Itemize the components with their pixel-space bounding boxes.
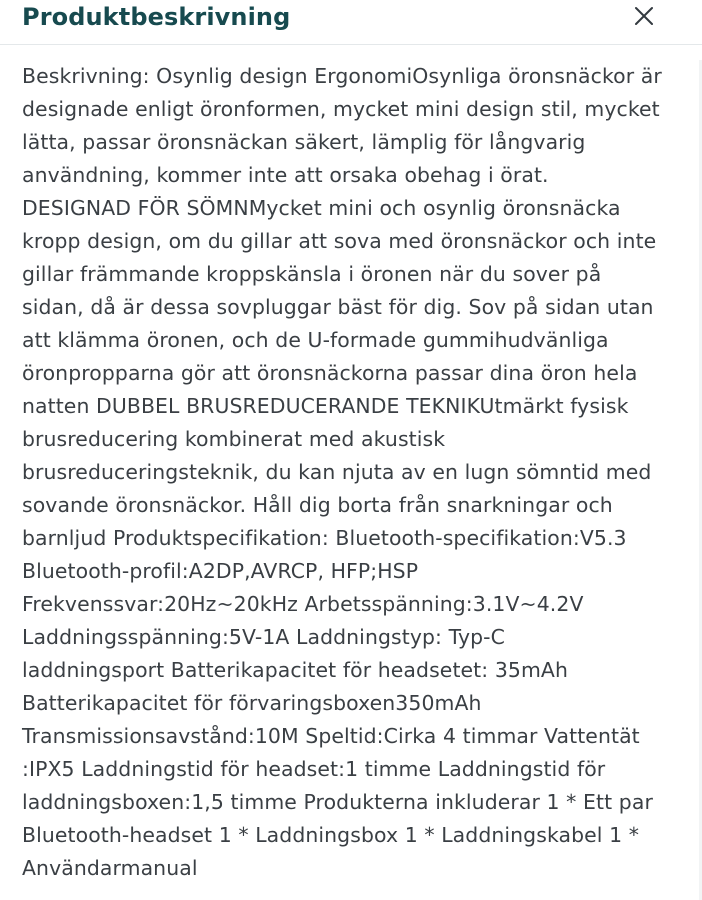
description-line: Transmissionsavstånd:10M Speltid:Cirka 4 timmar Vattentät xyxy=(22,724,640,748)
description-line: Bluetooth-profil:A2DP,AVRCP, HFP;HSP xyxy=(22,559,419,583)
description-line: att klämma öronen, och de U-formade gummihudvänliga xyxy=(22,328,609,352)
product-description-text xyxy=(22,60,682,885)
description-line: Bluetooth-headset 1 * Laddningsbox 1 * Laddningskabel 1 * xyxy=(22,823,640,847)
description-line: Beskrivning: Osynlig design ErgonomiOsynliga öronsnäckor är xyxy=(22,64,662,88)
description-line: Frekvenssvar:20Hz~20kHz Arbetsspänning:3.1V~4.2V xyxy=(22,592,584,616)
description-line: laddningsport Batterikapacitet för headsetet: 35mAh xyxy=(22,658,569,682)
description-line: designade enligt öronformen, mycket mini design stil, mycket xyxy=(22,97,660,121)
description-line: öronpropparna gör att öronsnäckorna passar dina öron hela xyxy=(22,361,638,385)
description-line: natten DUBBEL BRUSREDUCERANDE TEKNIKUtmärkt fysisk xyxy=(22,394,629,418)
description-line: DESIGNAD FÖR SÖMNMycket mini och osynlig öronsnäcka xyxy=(22,196,621,220)
description-line: Batterikapacitet för förvaringsboxen350mAh xyxy=(22,691,482,715)
description-line: brusreduceringsteknik, du kan njuta av en lugn sömntid med xyxy=(22,460,652,484)
description-line: lätta, passar öronsnäckan säkert, lämplig för långvarig xyxy=(22,130,586,154)
description-line: användning, kommer inte att orsaka obehag i örat. xyxy=(22,163,549,187)
description-line: Laddningsspänning:5V-1A Laddningstyp: Typ-C xyxy=(22,625,505,649)
description-line: :IPX5 Laddningstid för headset:1 timme Laddningstid för xyxy=(22,757,606,781)
close-button[interactable] xyxy=(630,2,658,30)
description-line: brusreducering kombinerat med akustisk xyxy=(22,427,446,451)
description-line: laddningsboxen:1,5 timme Produkterna inkluderar 1 * Ett par xyxy=(22,790,653,814)
header-divider xyxy=(0,44,702,45)
close-icon xyxy=(630,2,658,30)
dialog-title: Produktbeskrivning xyxy=(22,3,291,31)
description-line: kropp design, om du gillar att sova med öronsnäckor och inte xyxy=(22,229,657,253)
description-line: gillar främmande kroppskänsla i öronen när du sover på xyxy=(22,262,602,286)
description-line: barnljud Produktspecifikation: Bluetooth-specifikation:V5.3 xyxy=(22,526,627,550)
description-line: sovande öronsnäckor. Håll dig borta från snarkningar och xyxy=(22,493,613,517)
description-line: Användarmanual xyxy=(22,856,198,880)
description-line: sidan, då är dessa sovpluggar bäst för dig. Sov på sidan utan xyxy=(22,295,654,319)
